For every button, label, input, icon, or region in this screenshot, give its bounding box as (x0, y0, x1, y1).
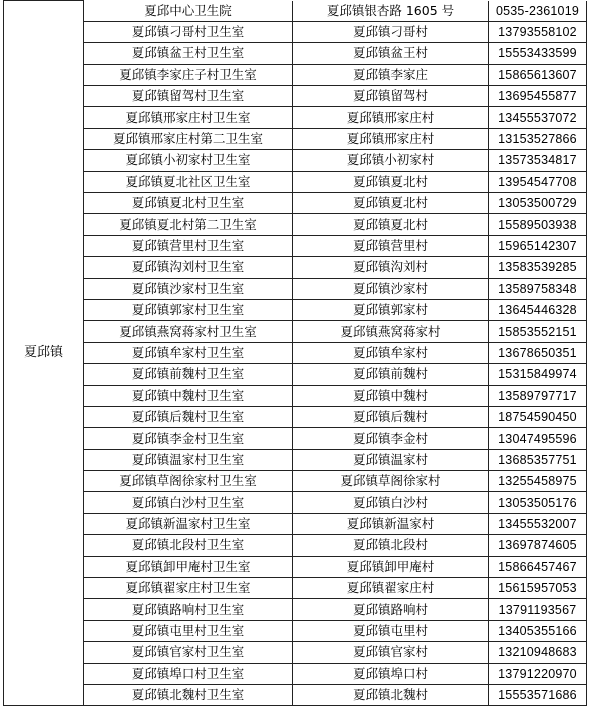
phone-cell: 13455532007 (489, 513, 587, 534)
address-cell: 夏邱镇前魏村 (293, 364, 489, 385)
address-cell: 夏邱镇路响村 (293, 599, 489, 620)
address-cell: 夏邱镇牟家村 (293, 342, 489, 363)
phone-cell: 13645446328 (489, 299, 587, 320)
phone-cell: 15615957053 (489, 578, 587, 599)
phone-cell: 13047495596 (489, 428, 587, 449)
clinic-name-cell: 夏邱镇温家村卫生室 (84, 449, 293, 470)
table-row (4, 299, 587, 320)
address-cell: 夏邱镇夏北村 (293, 171, 489, 192)
clinic-name-cell: 夏邱镇李家庄子村卫生室 (84, 64, 293, 85)
table-row (4, 642, 587, 663)
address-cell: 夏邱镇留驾村 (293, 86, 489, 107)
table-row (4, 406, 587, 427)
address-cell: 夏邱镇北段村 (293, 535, 489, 556)
clinic-name-cell: 夏邱镇卸甲庵村卫生室 (84, 556, 293, 577)
address-cell: 夏邱镇小初家村 (293, 150, 489, 171)
town-cell: 夏邱镇 (4, 1, 84, 706)
clinic-name-cell: 夏邱镇白沙村卫生室 (84, 492, 293, 513)
address-cell: 夏邱镇沙家村 (293, 278, 489, 299)
clinic-name-cell: 夏邱镇新温家村卫生室 (84, 513, 293, 534)
table-row (4, 86, 587, 107)
clinic-name-cell: 夏邱镇中魏村卫生室 (84, 385, 293, 406)
phone-cell: 13589797717 (489, 385, 587, 406)
table-row (4, 556, 587, 577)
clinic-name-cell: 夏邱镇草阁徐家村卫生室 (84, 471, 293, 492)
phone-cell: 15315849974 (489, 364, 587, 385)
clinic-name-cell: 夏邱镇刁哥村卫生室 (84, 21, 293, 42)
address-cell: 夏邱镇盆王村 (293, 43, 489, 64)
address-cell: 夏邱镇邢家庄村 (293, 128, 489, 149)
phone-cell: 15865613607 (489, 64, 587, 85)
address-cell: 夏邱镇刁哥村 (293, 21, 489, 42)
clinic-name-cell: 夏邱镇沙家村卫生室 (84, 278, 293, 299)
phone-cell: 13210948683 (489, 642, 587, 663)
table-row (4, 578, 587, 599)
clinic-name-cell: 夏邱镇邢家庄村卫生室 (84, 107, 293, 128)
address-cell: 夏邱镇官家村 (293, 642, 489, 663)
clinic-name-cell: 夏邱镇后魏村卫生室 (84, 406, 293, 427)
table-row (4, 663, 587, 684)
phone-cell: 13589758348 (489, 278, 587, 299)
phone-cell: 13685357751 (489, 449, 587, 470)
clinic-name-cell: 夏邱镇北魏村卫生室 (84, 685, 293, 706)
phone-cell: 13695455877 (489, 86, 587, 107)
phone-cell: 13791220970 (489, 663, 587, 684)
table-row (4, 342, 587, 363)
clinic-table (3, 0, 587, 706)
table-row (4, 685, 587, 706)
table-row (4, 171, 587, 192)
table-row (4, 64, 587, 85)
clinic-name-cell: 夏邱镇郭家村卫生室 (84, 299, 293, 320)
address-cell: 夏邱镇白沙村 (293, 492, 489, 513)
phone-cell: 15965142307 (489, 235, 587, 256)
phone-cell: 13954547708 (489, 171, 587, 192)
clinic-name-cell: 夏邱镇留驾村卫生室 (84, 86, 293, 107)
clinic-name-cell: 夏邱镇埠口村卫生室 (84, 663, 293, 684)
address-cell: 夏邱镇卸甲庵村 (293, 556, 489, 577)
address-cell: 夏邱镇银杏路 1605 号 (293, 1, 489, 22)
address-cell: 夏邱镇温家村 (293, 449, 489, 470)
address-cell: 夏邱镇燕窝蒋家村 (293, 321, 489, 342)
clinic-table-container (3, 0, 586, 707)
clinic-name-cell: 夏邱镇牟家村卫生室 (84, 342, 293, 363)
table-row (4, 321, 587, 342)
address-cell: 夏邱镇翟家庄村 (293, 578, 489, 599)
clinic-name-cell: 夏邱镇盆王村卫生室 (84, 43, 293, 64)
clinic-name-cell: 夏邱镇路响村卫生室 (84, 599, 293, 620)
phone-cell: 15853552151 (489, 321, 587, 342)
clinic-name-cell: 夏邱镇北段村卫生室 (84, 535, 293, 556)
address-cell: 夏邱镇夏北村 (293, 214, 489, 235)
phone-cell: 13583539285 (489, 257, 587, 278)
table-row (4, 428, 587, 449)
phone-cell: 15553571686 (489, 685, 587, 706)
table-row (4, 257, 587, 278)
address-cell: 夏邱镇北魏村 (293, 685, 489, 706)
table-row (4, 385, 587, 406)
clinic-table-body (4, 1, 587, 706)
address-cell: 夏邱镇李家庄 (293, 64, 489, 85)
phone-cell: 13405355166 (489, 620, 587, 641)
phone-cell: 0535-2361019 (489, 1, 587, 22)
table-row (4, 471, 587, 492)
table-row (4, 1, 587, 22)
phone-cell: 18754590450 (489, 406, 587, 427)
address-cell: 夏邱镇沟刘村 (293, 257, 489, 278)
phone-cell: 13053505176 (489, 492, 587, 513)
phone-cell: 15553433599 (489, 43, 587, 64)
table-row (4, 513, 587, 534)
address-cell: 夏邱镇草阁徐家村 (293, 471, 489, 492)
address-cell: 夏邱镇邢家庄村 (293, 107, 489, 128)
table-row (4, 449, 587, 470)
table-row (4, 107, 587, 128)
clinic-name-cell: 夏邱镇夏北社区卫生室 (84, 171, 293, 192)
phone-cell: 13455537072 (489, 107, 587, 128)
clinic-name-cell: 夏邱镇翟家庄村卫生室 (84, 578, 293, 599)
table-row (4, 214, 587, 235)
clinic-name-cell: 夏邱镇燕窝蒋家村卫生室 (84, 321, 293, 342)
table-row (4, 278, 587, 299)
table-row (4, 150, 587, 171)
table-row (4, 43, 587, 64)
clinic-name-cell: 夏邱镇营里村卫生室 (84, 235, 293, 256)
phone-cell: 13573534817 (489, 150, 587, 171)
address-cell: 夏邱镇李金村 (293, 428, 489, 449)
clinic-name-cell: 夏邱镇邢家庄村第二卫生室 (84, 128, 293, 149)
clinic-name-cell: 夏邱镇屯里村卫生室 (84, 620, 293, 641)
clinic-name-cell: 夏邱镇夏北村第二卫生室 (84, 214, 293, 235)
table-row (4, 599, 587, 620)
phone-cell: 15589503938 (489, 214, 587, 235)
clinic-name-cell: 夏邱镇夏北村卫生室 (84, 193, 293, 214)
phone-cell: 13697874605 (489, 535, 587, 556)
address-cell: 夏邱镇郭家村 (293, 299, 489, 320)
phone-cell: 13791193567 (489, 599, 587, 620)
address-cell: 夏邱镇后魏村 (293, 406, 489, 427)
table-row (4, 235, 587, 256)
clinic-name-cell: 夏邱镇李金村卫生室 (84, 428, 293, 449)
phone-cell: 13053500729 (489, 193, 587, 214)
phone-cell: 13153527866 (489, 128, 587, 149)
address-cell: 夏邱镇新温家村 (293, 513, 489, 534)
phone-cell: 13678650351 (489, 342, 587, 363)
clinic-name-cell: 夏邱镇小初家村卫生室 (84, 150, 293, 171)
phone-cell: 13255458975 (489, 471, 587, 492)
table-row (4, 193, 587, 214)
table-row (4, 620, 587, 641)
table-row (4, 492, 587, 513)
table-row (4, 535, 587, 556)
clinic-name-cell: 夏邱中心卫生院 (84, 1, 293, 22)
address-cell: 夏邱镇营里村 (293, 235, 489, 256)
phone-cell: 13793558102 (489, 21, 587, 42)
phone-cell: 15866457467 (489, 556, 587, 577)
table-row (4, 128, 587, 149)
address-cell: 夏邱镇中魏村 (293, 385, 489, 406)
clinic-name-cell: 夏邱镇官家村卫生室 (84, 642, 293, 663)
address-cell: 夏邱镇夏北村 (293, 193, 489, 214)
table-row (4, 21, 587, 42)
clinic-name-cell: 夏邱镇前魏村卫生室 (84, 364, 293, 385)
clinic-name-cell: 夏邱镇沟刘村卫生室 (84, 257, 293, 278)
table-row (4, 364, 587, 385)
address-cell: 夏邱镇埠口村 (293, 663, 489, 684)
address-cell: 夏邱镇屯里村 (293, 620, 489, 641)
